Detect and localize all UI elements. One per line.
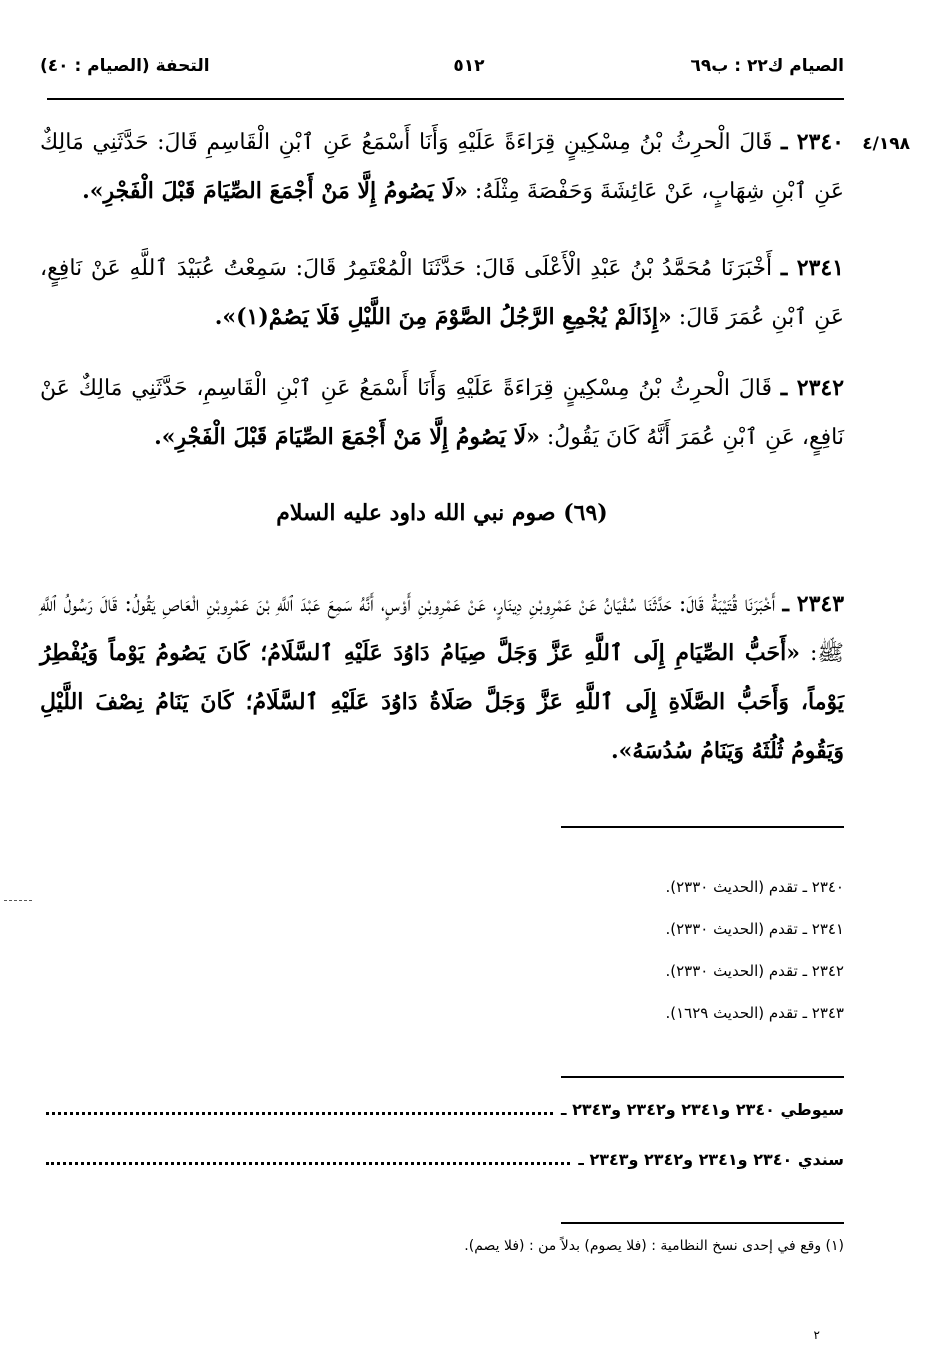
- note-item: ٢٣٤٠ ـ تقدم (الحديث ٢٣٣٠).: [665, 878, 844, 896]
- hadith-2340: [40, 118, 844, 216]
- hadith-number: ٢٣٤١ ـ: [780, 255, 844, 281]
- reference-text: سندي ٢٣٤٠ و٢٣٤١ و٢٣٤٢ و٢٣٤٣ ـ: [578, 1150, 844, 1169]
- hadith-number: ٢٣٤٣ ـ: [782, 591, 845, 617]
- hadith-number: ٢٣٤٢ ـ: [780, 375, 845, 401]
- hadith-text: قَالَ الْحرِثُ بْنُ مِسْكِينٍ قِرَاءَةً عَلَيْهِ وَأَنَا أَسْمَعُ عَنِ ٱبْنِ الْقَاسِمِ، حَدَّثَنِي مَالِكٌ عَنْ نَافِعٍ، عَنِ ٱبْنِ عُمَرَ أَنَّهُ كَانَ يَقُولُ:: [40, 376, 844, 450]
- header-reference: التحفة (الصيام : ٤٠): [40, 56, 210, 76]
- page-tail-mark: ٢: [813, 1328, 820, 1342]
- hadith-2342: [40, 364, 844, 462]
- dotted-leader: [46, 1102, 553, 1115]
- header-divider: [47, 98, 844, 100]
- dotted-leader: [46, 1152, 570, 1165]
- reference-sindi: [46, 1150, 844, 1169]
- section-title: (٦٩) صوم نبي الله داود عليه السلام: [276, 500, 608, 526]
- note-item: ٢٣٤٢ ـ تقدم (الحديث ٢٣٣٠).: [665, 962, 844, 980]
- hadith-text: أَخْبَرَنَا قُتَيْبَةُ قَالَ: حَدَّثَنَا سُفْيَانُ عَنْ عَمْرِوبْنِ دِينَارٍ، عَنْ عَمْرِوبْنِ أَوْسٍ، أَنَّهُ سَمِعَ عَبْدَ ٱللَّهِ بْنَ عَمْرِوبْنِ الْعَاصِ يَقُولُ: قَالَ رَسُولُ ٱللَّهِ ﷺ:: [40, 592, 844, 666]
- reference-text: سيوطي ٢٣٤٠ و٢٣٤١ و٢٣٤٢ و٢٣٤٣ ـ: [561, 1100, 844, 1119]
- hadith-quote: «لَا يَصُومُ إِلَّا مَنْ أَجْمَعَ الصِّيَامَ قَبْلَ الْفَجْرِ».: [82, 178, 468, 204]
- reference-suyuti: [46, 1100, 844, 1119]
- hadith-text: قَالَ الْحرِثُ بْنُ مِسْكِينٍ قِرَاءَةً عَلَيْهِ وَأَنَا أَسْمَعُ عَنِ ٱبْنِ الْقَاسِمِ قَالَ: حَدَّثَنِي مَالِكٌ عَنِ ٱبْنِ شِهَابٍ، عَنْ عَائِشَةَ وَحَفْصَةَ مِثْلَهُ:: [40, 130, 844, 204]
- note-item: ٢٣٤١ ـ تقدم (الحديث ٢٣٣٠).: [665, 920, 844, 938]
- hadith-text: أَخْبَرَنَا مُحَمَّدُ بْنُ عَبْدِ الْأَعْلَى قَالَ: حَدَّثَنَا الْمُعْتَمِرُ قَالَ: سَمِعْتُ عُبَيْدَ ٱللَّهِ عَنْ نَافِعٍ، عَنِ ٱبْنِ عُمَرَ قَالَ:: [40, 256, 844, 330]
- scan-edge-mark: [4, 900, 32, 901]
- hadith-quote: «أَحَبُّ الصِّيَامِ إِلَى ٱللَّهِ عَزَّ وَجَلَّ صِيَامُ دَاوُدَ عَلَيْهِ ٱلسَّلَامُ؛ كَانَ يَصُومُ يَوْماً وَيُفْطِرُ يَوْماً، وَأَحَبُّ الصَّلَاةِ إِلَى ٱللَّهِ عَزَّ وَجَلَّ صَلَاةُ دَاوُدَ عَلَيْهِ ٱلسَّلَامُ؛ كَانَ يَنَامُ نِصْفَ اللَّيْلِ وَيَقُومُ ثُلُثَهُ وَيَنَامُ سُدُسَهُ».: [40, 640, 844, 764]
- hadith-number: ٢٣٤٠ ـ: [781, 129, 844, 155]
- references-divider: [561, 1076, 844, 1078]
- takhrij-notes: [665, 868, 844, 1036]
- hadith-2343: [40, 580, 844, 776]
- hadith-2341: [40, 244, 844, 342]
- note-item: ٢٣٤٣ ـ تقدم (الحديث ١٦٢٩).: [665, 1004, 844, 1022]
- footnote: (١) وقع في إحدى نسخ النظامية : (فلا يصوم) بدلاً من : (فلا يصم).: [464, 1238, 844, 1254]
- hadith-quote: «لَا يَصُومُ إِلَّا مَنْ أَجْمَعَ الصِّيَامَ قَبْلَ الْفَجْرِ».: [154, 424, 540, 450]
- margin-note: ٤/١٩٨: [862, 134, 910, 154]
- notes-divider: [561, 826, 844, 828]
- footnote-divider: [561, 1222, 844, 1224]
- header-chapter: الصيام ك٢٢ : ب٦٩: [690, 56, 844, 76]
- page-number: ٥١٢: [453, 56, 485, 76]
- hadith-quote: «إِذَالَمْ يُجْمِعِ الرَّجُلُ الصَّوْمَ مِنَ اللَّيْلِ فَلَا يَصُمْ(١)».: [214, 304, 672, 330]
